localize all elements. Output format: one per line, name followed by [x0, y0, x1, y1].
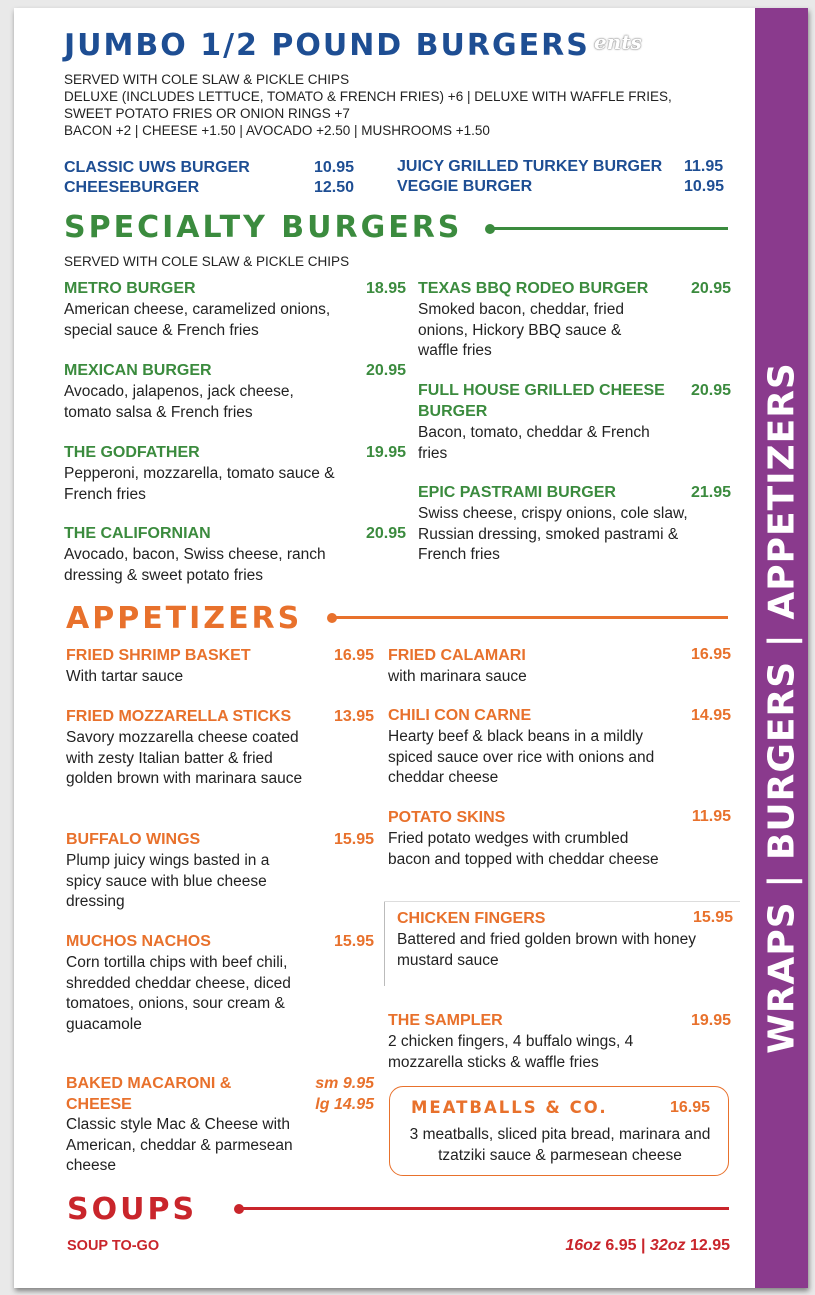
specialty-item-price: 20.95	[365, 362, 406, 379]
sidebar-label: WRAPS | BURGERS | APPETIZERS	[761, 362, 802, 1054]
jumbo-item-name: VEGGIE BURGER	[397, 178, 533, 195]
specialty-note: SERVED WITH COLE SLAW & PICKLE CHIPS	[64, 254, 350, 269]
appetizer-item-desc: Savory mozzarella cheese coated with zesty Italian batter & fried golden brown with marinara sauce	[66, 729, 303, 787]
soup-price-small: 6.95	[605, 1237, 637, 1254]
specialty-item-desc: Swiss cheese, crispy onions, cole slaw, Russian dressing, smoked pastrami & French fries	[418, 505, 688, 563]
specialty-item-name: METRO BURGER	[64, 280, 196, 297]
jumbo-item-name: CLASSIC UWS BURGER	[64, 159, 250, 176]
jumbo-note-1: SERVED WITH COLE SLAW & PICKLE CHIPS	[64, 72, 350, 87]
appetizer-item-desc: With tartar sauce	[66, 668, 184, 685]
soups-title: SOUPS	[67, 1192, 198, 1227]
specialty-item-name: THE GODFATHER	[64, 444, 200, 461]
specialty-item-name: MEXICAN BURGER	[64, 362, 212, 379]
appetizer-item-name: FRIED MOZZARELLA STICKS	[66, 708, 292, 725]
appetizer-item-name: FRIED SHRIMP BASKET	[66, 647, 251, 664]
meatballs-box	[389, 1086, 729, 1176]
appetizer-item-name: CHILI CON CARNE	[388, 707, 532, 724]
specialty-item-name: TEXAS BBQ RODEO BURGER	[418, 280, 649, 297]
section-sidebar	[755, 8, 808, 1288]
appetizers-title: APPETIZERS	[66, 601, 303, 636]
appetizer-item-desc: Corn tortilla chips with beef chili, shredded cheddar cheese, diced tomatoes, onions, sour cream & guacamole	[66, 954, 291, 1033]
specialty-item-desc: Avocado, jalapenos, jack cheese, tomato salsa & French fries	[64, 383, 294, 421]
appetizer-item-desc: Battered and fried golden brown with honey mustard sauce	[397, 931, 697, 969]
appetizer-item-name: BUFFALO WINGS	[66, 831, 201, 848]
appetizer-item-price: 16.95	[333, 647, 374, 664]
appetizer-item-desc: Plump juicy wings basted in a spicy sauce with blue cheese dressing	[66, 852, 270, 910]
jumbo-item-price: 11.95	[684, 158, 724, 175]
appetizer-item-price-large: lg 14.95	[315, 1096, 374, 1113]
specialty-item-name: FULL HOUSE GRILLED CHEESE BURGER	[418, 382, 665, 420]
appetizer-item-desc: 3 meatballs, sliced pita bread, marinara and tzatziki sauce & parmesean cheese	[409, 1126, 711, 1164]
jumbo-note-2: DELUXE (INCLUDES LETTUCE, TOMATO & FRENCH FRIES) +6 | DELUXE WITH WAFFLE FRIES,	[64, 89, 672, 104]
appetizer-item-desc: Fried potato wedges with crumbled bacon and topped with cheddar cheese	[388, 830, 659, 868]
soups-prices	[484, 1237, 730, 1255]
specialty-item-desc: Smoked bacon, cheddar, fried onions, Hickory BBQ sauce & waffle fries	[418, 301, 624, 359]
jumbo-item-price: 10.95	[684, 178, 725, 195]
appetizer-item-desc: 2 chicken fingers, 4 buffalo wings, 4 mozzarella sticks & waffle fries	[388, 1033, 634, 1071]
specialty-item-desc: Avocado, bacon, Swiss cheese, ranch dressing & sweet potato fries	[64, 546, 326, 584]
appetizer-item-price-small: sm 9.95	[315, 1075, 374, 1092]
menu-page	[14, 8, 808, 1288]
appetizer-item-price: 15.95	[333, 933, 374, 950]
appetizer-item-price: 16.95	[690, 646, 731, 663]
specialty-item-price: 19.95	[365, 444, 406, 461]
appetizer-item-desc: Hearty beef & black beans in a mildly spiced sauce over rice with onions and cheddar cheese	[388, 728, 655, 786]
specialty-item-price: 21.95	[690, 484, 731, 501]
specialty-item-desc: American cheese, caramelized onions, special sauce & French fries	[64, 301, 331, 339]
appetizer-item-name: POTATO SKINS	[388, 809, 506, 826]
chicken-fingers-divider-horizontal	[384, 901, 740, 902]
jumbo-title: JUMBO 1/2 POUND BURGERS	[64, 28, 590, 63]
specialty-item-name: THE CALIFORNIAN	[64, 525, 211, 542]
soup-price-separator: |	[640, 1237, 646, 1254]
watermark-text: ents	[594, 30, 642, 54]
appetizer-item-price: 15.95	[333, 831, 374, 848]
specialty-item-name: EPIC PASTRAMI BURGER	[418, 484, 616, 501]
soup-price-large: 12.95	[689, 1237, 730, 1254]
specialty-item-price: 20.95	[690, 280, 731, 297]
specialty-item-desc: Bacon, tomato, cheddar & French fries	[418, 424, 650, 462]
specialty-item-price: 20.95	[690, 382, 731, 399]
appetizer-item-name: MUCHOS NACHOS	[66, 933, 211, 950]
jumbo-note-4: BACON +2 | CHEESE +1.50 | AVOCADO +2.50 | MUSHROOMS +1.50	[64, 123, 490, 138]
appetizer-item-price: 13.95	[333, 708, 374, 725]
specialty-rule	[490, 227, 728, 230]
appetizer-item-price: 19.95	[690, 1012, 731, 1029]
appetizer-item-price: 15.95	[692, 909, 733, 926]
appetizer-item-name: MEATBALLS & CO.	[411, 1098, 608, 1117]
jumbo-item-name: JUICY GRILLED TURKEY BURGER	[397, 158, 663, 175]
jumbo-item-price: 10.95	[314, 159, 355, 176]
soup-size-large: 32oz	[649, 1237, 686, 1254]
jumbo-note-3: SWEET POTATO FRIES OR ONION RINGS +7	[64, 106, 350, 121]
soups-subtitle: SOUP TO-GO	[67, 1238, 160, 1254]
specialty-item-price: 18.95	[365, 280, 406, 297]
appetizer-item-desc: Classic style Mac & Cheese with American, cheddar & parmesean cheese	[66, 1116, 293, 1174]
specialty-item-desc: Pepperoni, mozzarella, tomato sauce & French fries	[64, 465, 335, 503]
appetizer-item-name: FRIED CALAMARI	[388, 647, 526, 664]
appetizer-item-name: THE SAMPLER	[388, 1012, 503, 1029]
chicken-fingers-divider-vertical	[384, 901, 385, 986]
appetizer-item-price: 16.95	[669, 1099, 710, 1116]
appetizers-rule	[332, 616, 728, 619]
soup-size-small: 16oz	[565, 1237, 601, 1254]
appetizer-item-price: 14.95	[690, 707, 731, 724]
specialty-title: SPECIALTY BURGERS	[64, 210, 463, 245]
soups-rule	[239, 1207, 729, 1210]
jumbo-item-name: CHEESEBURGER	[64, 179, 200, 196]
appetizer-item-desc: with marinara sauce	[388, 668, 527, 685]
jumbo-item-price: 12.50	[314, 179, 355, 196]
appetizer-item-price: 11.95	[691, 808, 731, 825]
specialty-item-price: 20.95	[365, 525, 406, 542]
appetizer-item-name: BAKED MACARONI & CHEESE	[66, 1075, 232, 1113]
appetizer-item-name: CHICKEN FINGERS	[397, 910, 546, 927]
